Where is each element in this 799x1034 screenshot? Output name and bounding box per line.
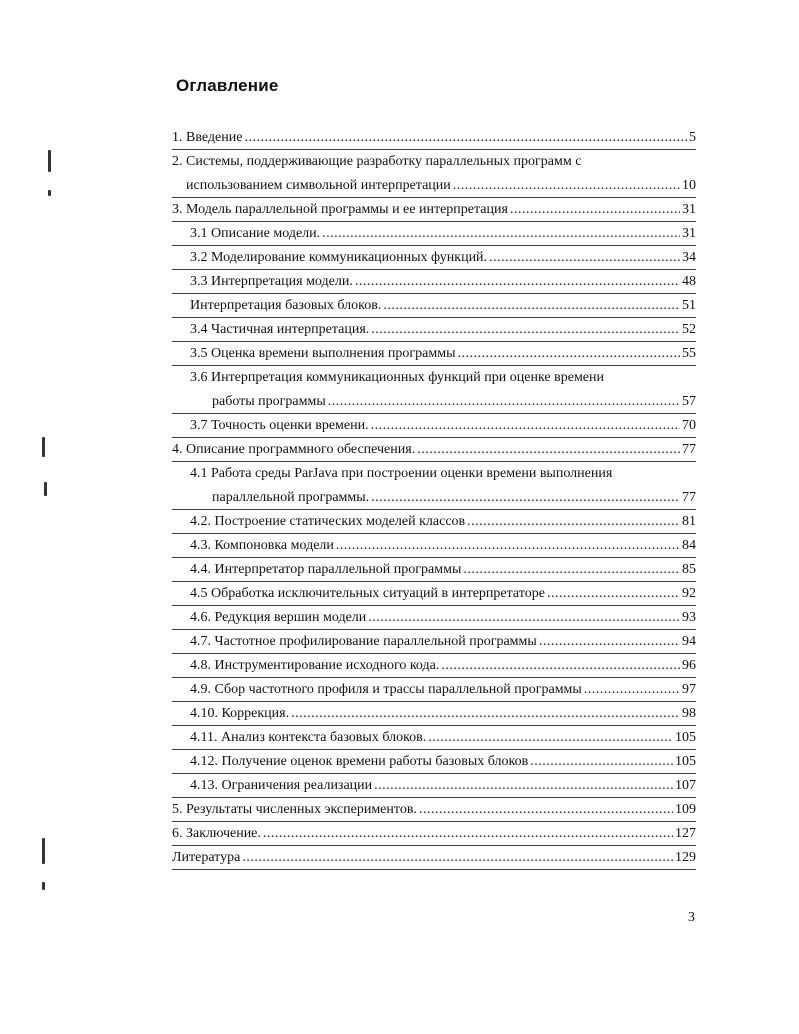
toc-entry[interactable] bbox=[190, 584, 696, 604]
toc-entry-page: 57 bbox=[682, 394, 696, 409]
toc-row-divider bbox=[172, 581, 696, 582]
toc-leader-dots bbox=[244, 128, 687, 148]
toc-entry[interactable] bbox=[190, 464, 696, 484]
toc-entry-title: 4.11. Анализ контекста базовых блоков. bbox=[190, 730, 427, 745]
toc-row-divider bbox=[172, 149, 696, 150]
toc-entry-title: 4.5 Обработка исключительных ситуаций в интерпретаторе bbox=[190, 586, 545, 601]
toc-leader-dots bbox=[242, 848, 673, 868]
toc-entry-title: 4.9. Сбор частотного профиля и трассы параллельной программы bbox=[190, 682, 582, 697]
toc-entry-title: 4.7. Частотное профилирование параллельной программы bbox=[190, 634, 537, 649]
toc-row-divider bbox=[172, 677, 696, 678]
toc-entry[interactable] bbox=[190, 536, 696, 556]
toc-entry-page: 51 bbox=[682, 298, 696, 313]
toc-leader-dots bbox=[383, 296, 680, 316]
toc-entry-page: 129 bbox=[675, 850, 696, 865]
toc-leader-dots bbox=[467, 512, 680, 532]
toc-row-divider bbox=[172, 533, 696, 534]
toc-row-divider bbox=[172, 605, 696, 606]
toc-entry-title: 3.7 Точность оценки времени. bbox=[190, 418, 369, 433]
toc-entry[interactable] bbox=[190, 728, 696, 748]
toc-entry-title: 4.1 Работа среды ParJava при построении оценки времени выполнения bbox=[190, 466, 613, 481]
toc-entry[interactable] bbox=[190, 344, 696, 364]
toc-entry-title: 4. Описание программного обеспечения. bbox=[172, 442, 416, 457]
toc-leader-dots bbox=[263, 824, 673, 844]
toc-row-divider bbox=[172, 509, 696, 510]
toc-entry-title: параллельной программы. bbox=[212, 490, 370, 505]
scan-mark bbox=[48, 190, 51, 196]
toc-row-divider bbox=[172, 725, 696, 726]
toc-entry-page: 52 bbox=[682, 322, 696, 337]
scan-mark bbox=[42, 838, 45, 864]
toc-row-divider bbox=[172, 701, 696, 702]
toc-row-divider bbox=[172, 869, 696, 870]
toc-entry-page: 96 bbox=[682, 658, 696, 673]
toc-entry-page: 105 bbox=[675, 730, 696, 745]
toc-entry[interactable] bbox=[190, 656, 696, 676]
toc-entry[interactable] bbox=[172, 824, 696, 844]
scan-mark bbox=[44, 482, 47, 496]
toc-entry-title: 4.8. Инструментирование исходного кода. bbox=[190, 658, 440, 673]
toc-entry[interactable] bbox=[190, 752, 696, 772]
toc-entry[interactable] bbox=[212, 488, 696, 508]
toc-row-divider bbox=[172, 269, 696, 270]
toc-entry-title: 3.2 Моделирование коммуникационных функций. bbox=[190, 250, 488, 265]
toc-entry[interactable] bbox=[190, 560, 696, 580]
toc-entry[interactable] bbox=[190, 248, 696, 268]
toc-entry-page: 84 bbox=[682, 538, 696, 553]
toc-entry-page: 10 bbox=[682, 178, 696, 193]
toc-entry-page: 92 bbox=[682, 586, 696, 601]
toc-entry[interactable] bbox=[190, 296, 696, 316]
toc-entry-title: 3.4 Частичная интерпретация. bbox=[190, 322, 370, 337]
toc-leader-dots bbox=[374, 776, 673, 796]
toc-entry[interactable] bbox=[190, 608, 696, 628]
toc-row-divider bbox=[172, 461, 696, 462]
toc-entry-title: 4.2. Построение статических моделей классов bbox=[190, 514, 466, 529]
toc-entry[interactable] bbox=[190, 272, 696, 292]
toc-entry-page: 55 bbox=[682, 346, 696, 361]
toc-entry[interactable] bbox=[172, 152, 696, 172]
toc-entry-page: 31 bbox=[682, 202, 696, 217]
toc-row-divider bbox=[172, 221, 696, 222]
toc-entry-page: 85 bbox=[682, 562, 696, 577]
toc-leader-dots bbox=[355, 272, 680, 292]
toc-entry-title: 4.6. Редукция вершин модели bbox=[190, 610, 367, 625]
toc-row-divider bbox=[172, 749, 696, 750]
toc-entry-title: 3.5 Оценка времени выполнения программы bbox=[190, 346, 456, 361]
toc-entry-page: 81 bbox=[682, 514, 696, 529]
toc-entry[interactable] bbox=[186, 176, 696, 196]
toc-entry[interactable] bbox=[172, 440, 696, 460]
toc-row-divider bbox=[172, 845, 696, 846]
toc-entry-page: 48 bbox=[682, 274, 696, 289]
toc-entry-title: 4.4. Интерпретатор параллельной программы bbox=[190, 562, 462, 577]
toc-leader-dots bbox=[428, 728, 673, 748]
toc-entry-page: 97 bbox=[682, 682, 696, 697]
toc-entry-page: 93 bbox=[682, 610, 696, 625]
toc-entry-title: 3.1 Описание модели. bbox=[190, 226, 321, 241]
toc-row-divider bbox=[172, 821, 696, 822]
toc-entry[interactable] bbox=[172, 128, 696, 148]
toc-row-divider bbox=[172, 413, 696, 414]
toc-entry-title: 4.3. Компоновка модели bbox=[190, 538, 334, 553]
toc-entry-title: 1. Введение bbox=[172, 130, 243, 145]
scan-mark bbox=[48, 150, 51, 172]
toc-entry-page: 127 bbox=[675, 826, 696, 841]
toc-entry-page: 109 bbox=[675, 802, 696, 817]
toc-leader-dots bbox=[547, 584, 680, 604]
toc-entry-title: 4.13. Ограничения реализации bbox=[190, 778, 373, 793]
toc-leader-dots bbox=[453, 176, 680, 196]
scan-mark bbox=[42, 882, 45, 890]
toc-entry-title: 5. Результаты численных экспериментов. bbox=[172, 802, 417, 817]
toc-leader-dots bbox=[371, 416, 680, 436]
toc-entry-title: использованием символьной интерпретации bbox=[186, 178, 451, 193]
toc-row-divider bbox=[172, 197, 696, 198]
toc-entry-title: 3.6 Интерпретация коммуникационных функций при оценке времени bbox=[190, 370, 604, 385]
toc-entry-title: 4.12. Получение оценок времени работы базовых блоков bbox=[190, 754, 529, 769]
toc-row-divider bbox=[172, 557, 696, 558]
toc-entry-title: 2. Системы, поддерживающие разработку параллельных программ с bbox=[172, 154, 582, 169]
toc-leader-dots bbox=[584, 680, 680, 700]
toc-row-divider bbox=[172, 653, 696, 654]
toc-entry-title: 6. Заключение. bbox=[172, 826, 261, 841]
toc-row-divider bbox=[172, 245, 696, 246]
toc-entry-page: 77 bbox=[682, 490, 696, 505]
toc-entry[interactable] bbox=[190, 368, 696, 388]
toc-entry[interactable] bbox=[212, 392, 696, 412]
toc-entry-title: 4.10. Коррекция. bbox=[190, 706, 290, 721]
toc-leader-dots bbox=[419, 800, 673, 820]
toc-leader-dots bbox=[489, 248, 680, 268]
toc-leader-dots bbox=[539, 632, 680, 652]
toc-row-divider bbox=[172, 437, 696, 438]
toc-leader-dots bbox=[458, 344, 680, 364]
toc-leader-dots bbox=[530, 752, 673, 772]
toc-row-divider bbox=[172, 317, 696, 318]
toc-leader-dots bbox=[417, 440, 680, 460]
toc-entry-page: 107 bbox=[675, 778, 696, 793]
toc-leader-dots bbox=[336, 536, 680, 556]
toc-entry[interactable] bbox=[190, 512, 696, 532]
toc-entry[interactable] bbox=[190, 320, 696, 340]
toc-entry-title: работы программы bbox=[212, 394, 326, 409]
toc-entry[interactable] bbox=[190, 416, 696, 436]
toc-leader-dots bbox=[463, 560, 680, 580]
toc-entry-page: 105 bbox=[675, 754, 696, 769]
toc-entry[interactable] bbox=[190, 704, 696, 724]
toc-entry-title: 3.3 Интерпретация модели. bbox=[190, 274, 353, 289]
toc-entry-page: 5 bbox=[689, 130, 696, 145]
toc-entry[interactable] bbox=[172, 800, 696, 820]
toc-leader-dots bbox=[328, 392, 680, 412]
page-number: 3 bbox=[688, 910, 695, 925]
toc-leader-dots bbox=[371, 320, 680, 340]
toc-entry-page: 77 bbox=[682, 442, 696, 457]
toc-leader-dots bbox=[510, 200, 680, 220]
toc-entry-page: 94 bbox=[682, 634, 696, 649]
toc-entry[interactable] bbox=[190, 680, 696, 700]
toc-row-divider bbox=[172, 797, 696, 798]
toc-entry-title: 3. Модель параллельной программы и ее интерпретация bbox=[172, 202, 508, 217]
toc-row-divider bbox=[172, 365, 696, 366]
toc-leader-dots bbox=[291, 704, 680, 724]
toc-leader-dots bbox=[322, 224, 680, 244]
toc-leader-dots bbox=[371, 488, 680, 508]
toc-entry-page: 34 bbox=[682, 250, 696, 265]
page-title: Оглавление bbox=[176, 76, 279, 95]
toc-row-divider bbox=[172, 293, 696, 294]
toc-entry-title: Литература bbox=[172, 850, 241, 865]
toc-entry[interactable] bbox=[190, 224, 696, 244]
toc-entry-title: Интерпретация базовых блоков. bbox=[190, 298, 382, 313]
toc-entry-page: 70 bbox=[682, 418, 696, 433]
toc-row-divider bbox=[172, 629, 696, 630]
toc-leader-dots bbox=[441, 656, 680, 676]
toc-entry[interactable] bbox=[190, 776, 696, 796]
toc-row-divider bbox=[172, 773, 696, 774]
toc-entry[interactable] bbox=[172, 200, 696, 220]
toc-entry[interactable] bbox=[190, 632, 696, 652]
scan-mark bbox=[42, 437, 45, 457]
toc-entry[interactable] bbox=[172, 848, 696, 868]
toc-row-divider bbox=[172, 341, 696, 342]
toc-entry-page: 98 bbox=[682, 706, 696, 721]
toc-leader-dots bbox=[368, 608, 680, 628]
toc-entry-page: 31 bbox=[682, 226, 696, 241]
